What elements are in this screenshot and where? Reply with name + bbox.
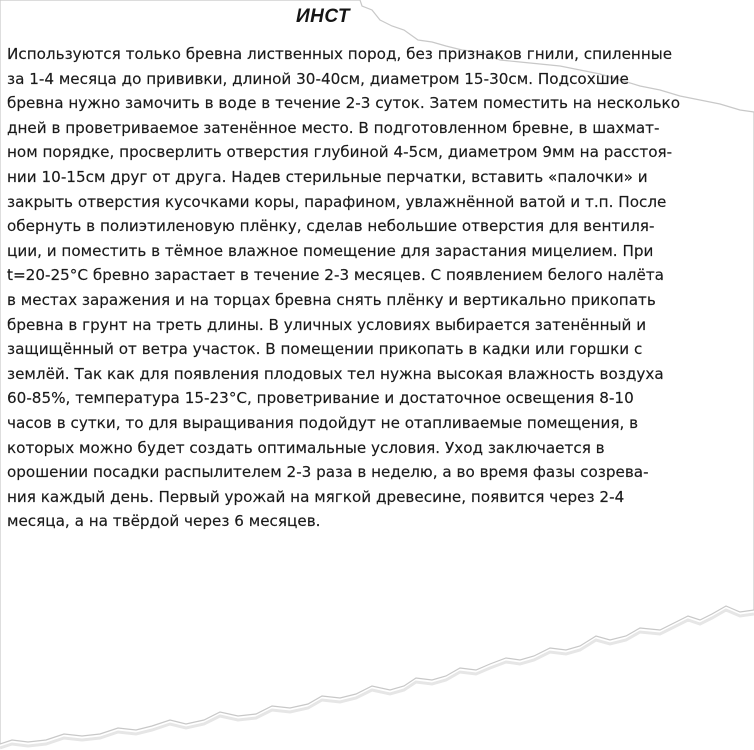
text-line: обернуть в полиэтиленовую плёнку, сделав небольшие отверстия для вентиля- <box>7 217 655 236</box>
text-line: бревна в грунт на треть длины. В уличных условиях выбирается затенённый и <box>7 315 647 334</box>
text-line: нии 10-15см друг от друга. Надев стерильные перчатки, вставить «палочки» и <box>7 167 648 186</box>
text-line: бревна нужно замочить в воде в течение 2-3 суток. Затем поместить на несколько <box>7 94 681 113</box>
text-line: в местах заражения и на торцах бревна снять плёнку и вертикально прикопать <box>7 290 656 309</box>
text-line: ции, и поместить в тёмное влажное помещение для зарастания мицелием. При <box>7 241 654 260</box>
text-line: месяца, а на твёрдой через 6 месяцев. <box>7 512 321 531</box>
text-line: дней в проветриваемое затенённое место. В подготовленном бревне, в шахмат- <box>7 118 660 137</box>
text-line: ния каждый день. Первый урожай на мягкой древесине, появится через 2-4 <box>7 487 625 506</box>
text-line: за 1-4 месяца до прививки, длиной 30-40см, диаметром 15-30см. Подсохшие <box>7 69 629 88</box>
text-line: закрыть отверстия кусочками коры, парафином, увлажнённой ватой и т.п. После <box>7 192 667 211</box>
text-line: t=20-25°С бревно зарастает в течение 2-3 месяцев. С появлением белого налёта <box>7 266 664 285</box>
text-line: землёй. Так как для появления плодовых тел нужна высокая влажность воздуха <box>7 364 664 383</box>
text-line: часов в сутки, то для выращивания подойдут не отапливаемые помещения, в <box>7 413 639 432</box>
text-line: орошении посадки распылителем 2-3 раза в неделю, а во время фазы созрева- <box>7 463 649 482</box>
text-line: которых можно будет создать оптимальные условия. Уход заключается в <box>7 438 605 457</box>
text-line: защищённый от ветра участок. В помещении прикопать в кадки или горшки с <box>7 340 643 359</box>
text-line: 60-85%, температура 15-23°С, проветривание и достаточное освещения 8-10 <box>7 389 634 408</box>
text-line: ном порядке, просверлить отверстия глубиной 4-5см, диаметром 9мм на расстоя- <box>7 143 673 162</box>
instruction-body <box>7 42 752 534</box>
text-line: Используются только бревна лиственных пород, без признаков гнили, спиленные <box>7 45 673 63</box>
document-title: ИНСТ <box>296 6 350 27</box>
